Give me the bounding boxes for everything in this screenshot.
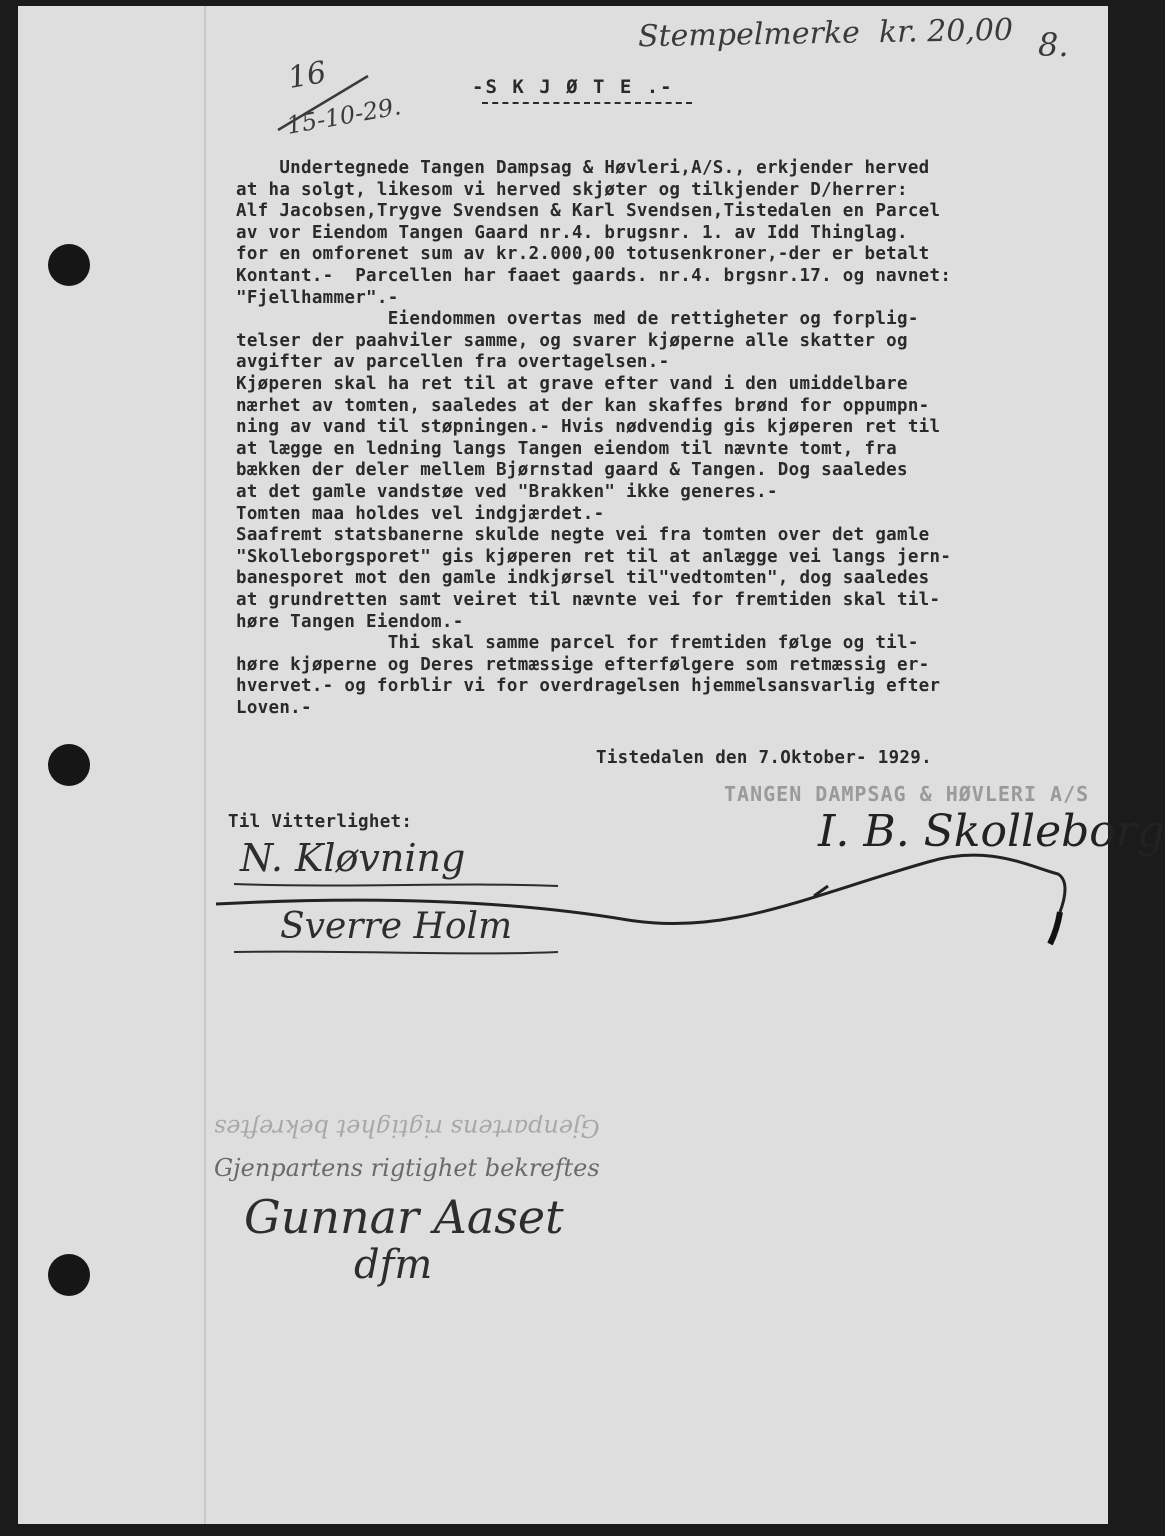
certification-text: Gjenpartens rigtighet bekreftes xyxy=(214,1154,600,1182)
body-line: Kontant.- Parcellen har faaet gaards. nr.4. brgsnr.17. og navnet: xyxy=(236,266,952,286)
witness-signature-2: Sverre Holm xyxy=(280,906,513,947)
witness-2-underline xyxy=(228,946,568,966)
company-stamp: TANGEN DAMPSAG & HØVLERI A/S xyxy=(724,782,1090,806)
page-number: 8. xyxy=(1038,26,1069,64)
punch-hole-bottom xyxy=(48,1254,90,1296)
body-line: Eiendommen overtas med de rettigheter og forplig- xyxy=(236,309,919,330)
body-line: ning av vand til støpningen.- Hvis nødvendig gis kjøperen ret til xyxy=(236,417,941,438)
body-line: av vor Eiendom Tangen Gaard nr.4. brugsnr. 1. av Idd Thinglag. xyxy=(236,222,908,243)
body-line: bækken der deler mellem Bjørnstad gaard & Tangen. Dog saaledes xyxy=(236,460,908,481)
body-line: "Fjellhammer".- xyxy=(236,287,399,308)
body-line: Saafremt statsbanerne skulde negte vei fra tomten over det gamle xyxy=(236,525,930,546)
body-line: Undertegnede Tangen Dampsag & Høvleri,A/S., erkjender herved xyxy=(236,158,930,178)
body-line: høre Tangen Eiendom.- xyxy=(236,611,464,632)
company-signature: I. B. Skolleborg xyxy=(818,806,1165,857)
body-line: Kjøperen skal ha ret til at grave efter vand i den umiddelbare xyxy=(236,374,908,394)
body-line: at ha solgt, likesom vi herved skjøter og tilkjender D/herrer: xyxy=(236,179,908,200)
body-line: at det gamle vandstøe ved "Brakken" ikke generes.- xyxy=(236,482,778,502)
body-line: banesporet mot den gamle indkjørsel til"vedtomten", dog saaledes xyxy=(236,568,930,589)
body-line: Loven.- xyxy=(236,698,312,718)
body-line: telser der paahviler samme, og svarer kjøperne alle skatter og xyxy=(236,330,908,351)
body-line: "Skolleborgsporet" gis kjøperen ret til at anlægge vei langs jern- xyxy=(236,546,952,567)
body-line: Alf Jacobsen,Trygve Svendsen & Karl Svendsen,Tistedalen en Parcel xyxy=(236,201,941,222)
certification-signature: Gunnar Aaset xyxy=(244,1190,564,1244)
body-line: at lægge en ledning langs Tangen eiendom til nævnte tomt, fra xyxy=(236,438,897,459)
title-underline xyxy=(482,102,692,104)
registration-date: 15-10-29. xyxy=(284,92,404,140)
body-line: nærhet av tomten, saaledes at der kan skaffes brønd for oppumpn- xyxy=(236,395,930,416)
body-line: hvervet.- og forblir vi for overdragelsen hjemmelsansvarlig efter xyxy=(236,676,941,697)
punch-hole-top xyxy=(48,244,90,286)
registration-number: 16 xyxy=(285,54,329,97)
certification-bleedthrough: Gjenpartens rigtighet bekreftes xyxy=(214,1114,600,1142)
witness-1-underline xyxy=(228,878,568,898)
body-line: høre kjøperne og Deres retmæssige efterfølgere som retmæssig er- xyxy=(236,654,930,675)
margin-line xyxy=(204,6,206,1524)
body-line: avgifter av parcellen fra overtagelsen.- xyxy=(236,352,670,373)
body-line: Thi skal samme parcel for fremtiden følge og til- xyxy=(236,633,919,654)
body-line: at grundretten samt veiret til nævnte vei for fremtiden skal til- xyxy=(236,590,941,610)
certification-title: dfm xyxy=(354,1242,433,1288)
body-line: for en omforenet sum av kr.2.000,00 totusenkroner,-der er betalt xyxy=(236,244,930,265)
deed-body xyxy=(236,158,1096,718)
place-date: Tistedalen den 7.Oktober- 1929. xyxy=(596,748,932,768)
witness-signature-1: N. Kløvning xyxy=(240,836,466,880)
punch-hole-middle xyxy=(48,744,90,786)
stamp-fee-note: Stempelmerke kr. 20,00 xyxy=(637,12,1014,55)
body-line: Tomten maa holdes vel indgjærdet.- xyxy=(236,503,605,524)
witness-label: Til Vitterlighet: xyxy=(228,812,413,832)
document-title: -S K J Ø T E .- xyxy=(472,76,674,98)
document-page xyxy=(18,6,1165,1524)
